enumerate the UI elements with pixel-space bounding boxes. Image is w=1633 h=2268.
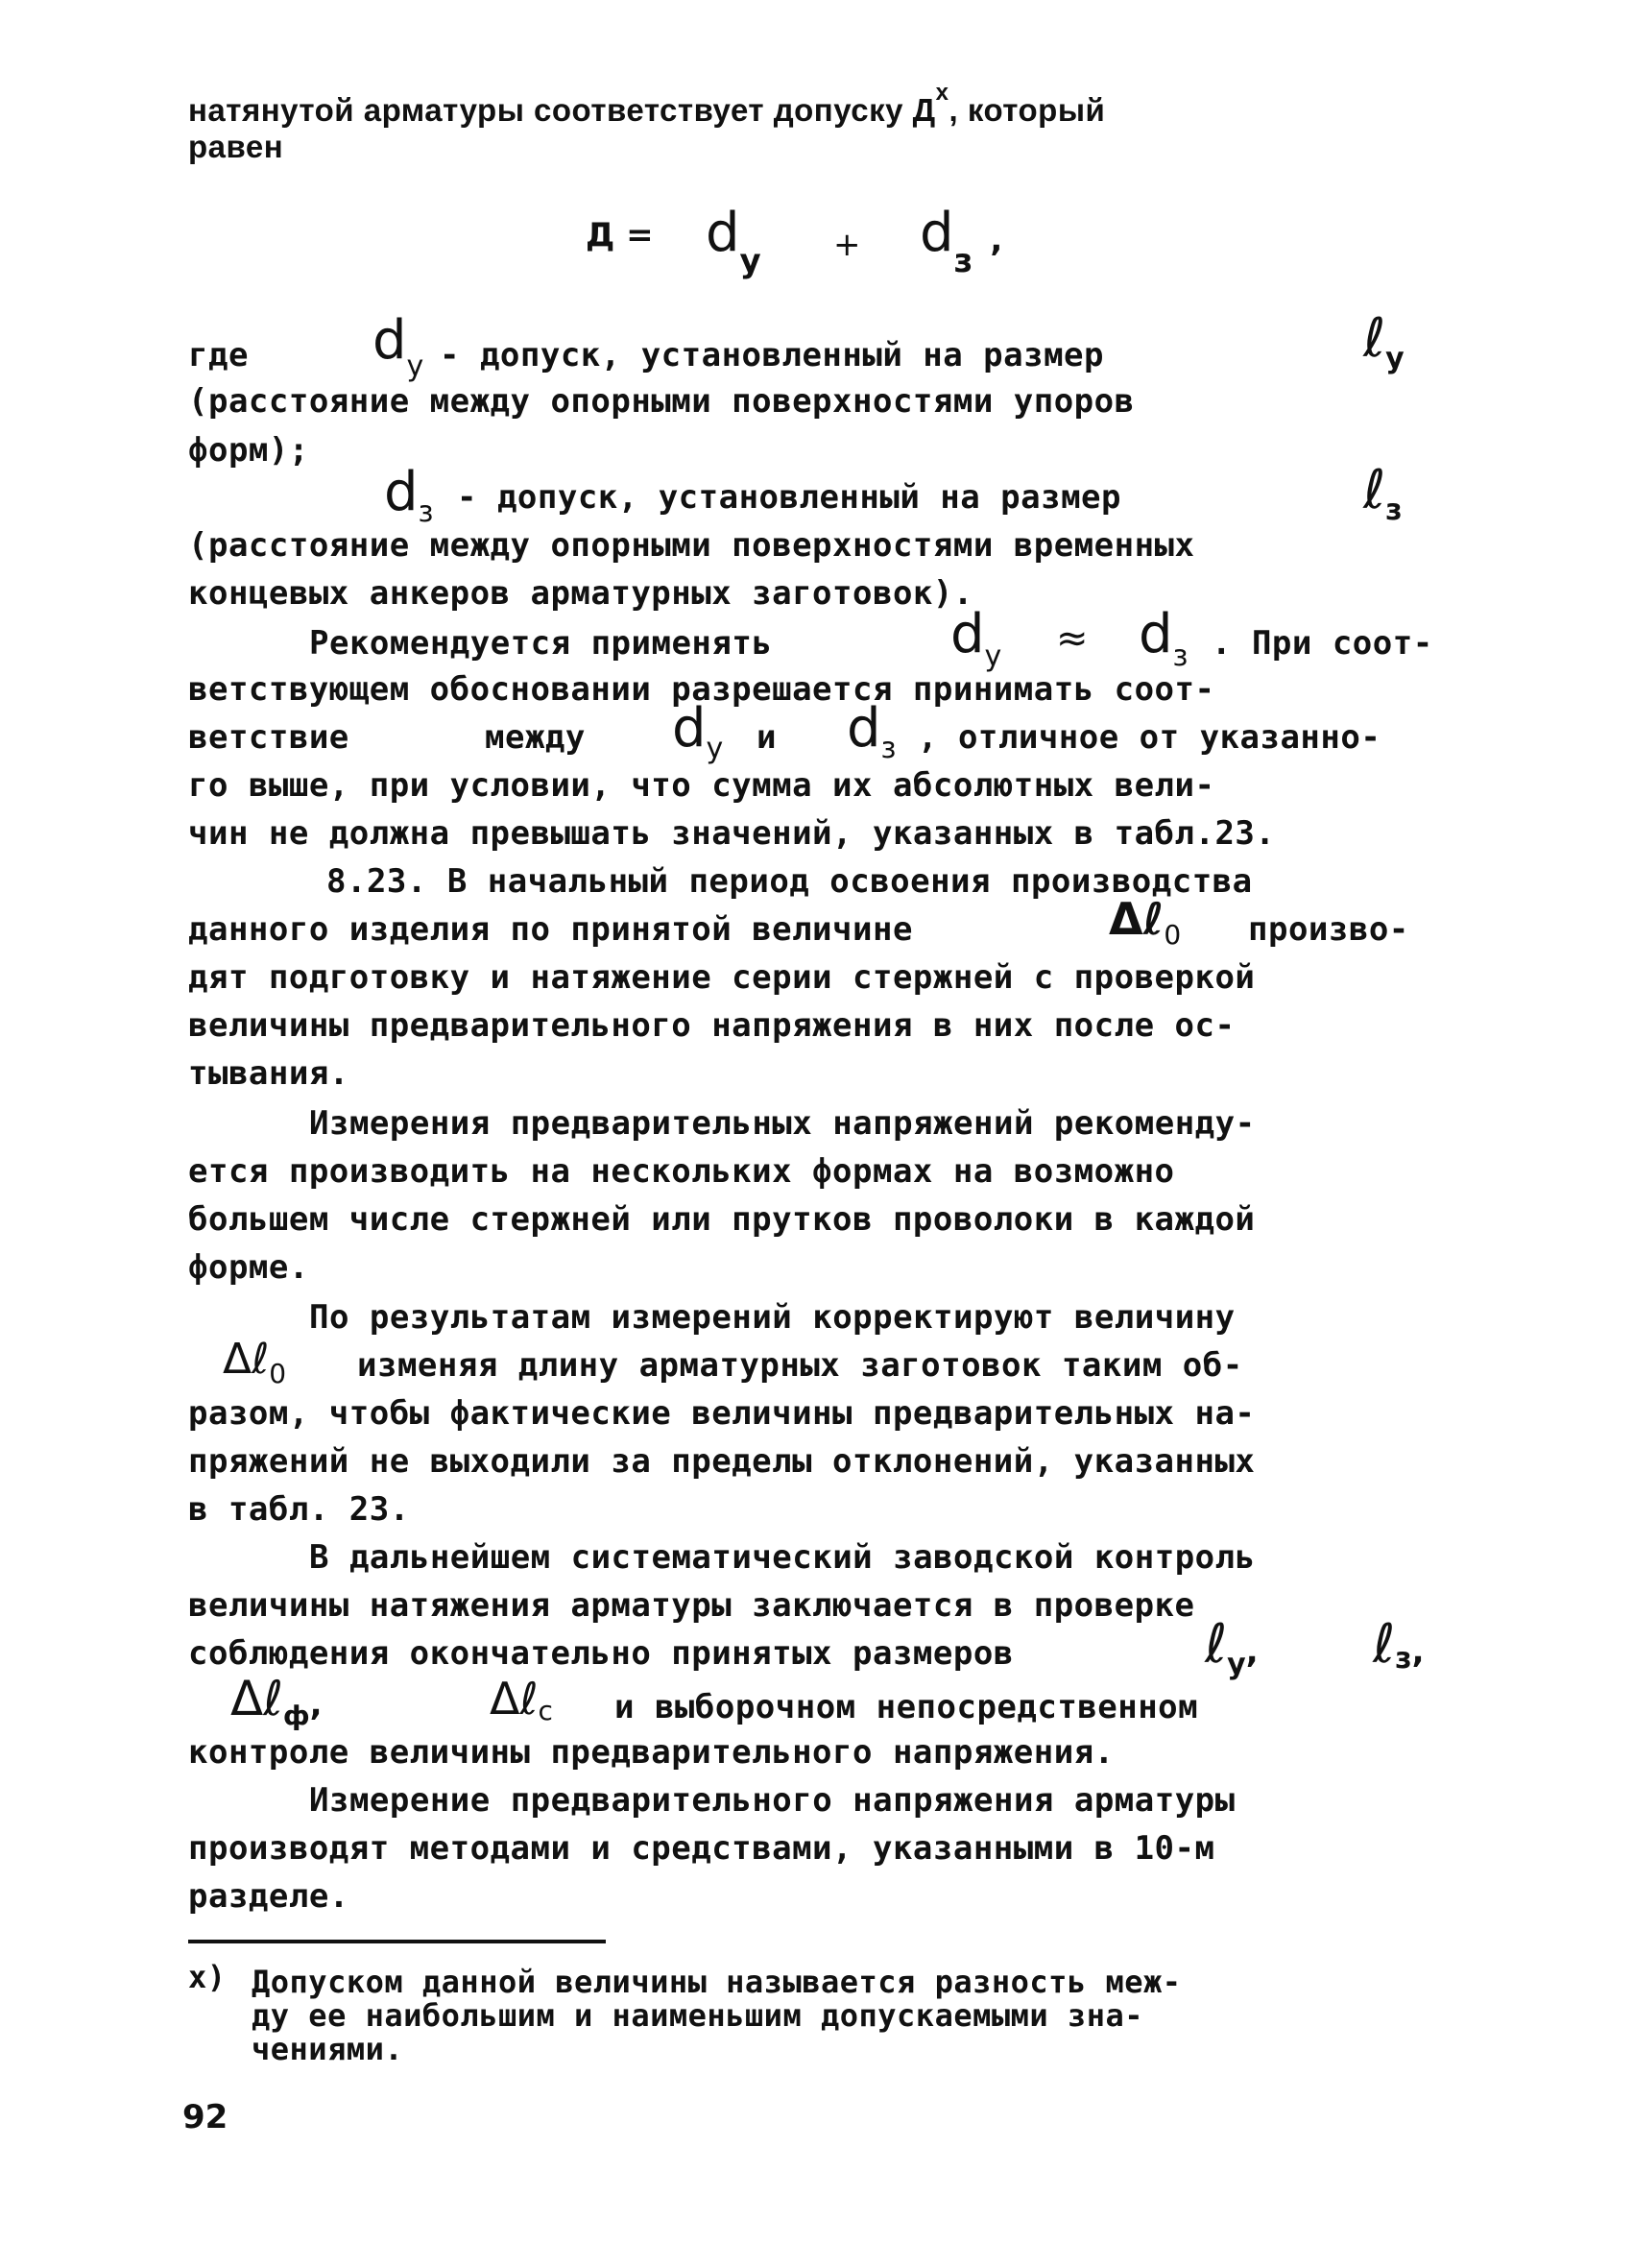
formula-symbol: ℓ xyxy=(1363,459,1386,521)
text-line xyxy=(188,569,973,617)
formula-symbol: d xyxy=(372,309,407,372)
symbol-delta-l0 xyxy=(223,1335,287,1389)
text-line xyxy=(188,1195,1255,1243)
text-segment: разом, чтобы фактические величины предварительных на- xyxy=(188,1394,1256,1433)
text-segment: большем числе стержней или прутков проволоки в каждой xyxy=(188,1200,1256,1239)
formula-subscript: с xyxy=(538,1695,553,1726)
text-segment: где xyxy=(188,336,249,374)
text-segment: произво- xyxy=(1248,910,1409,949)
text-line xyxy=(188,521,1195,569)
text-line xyxy=(309,1099,1256,1147)
formula-symbol: d xyxy=(672,697,707,760)
text-line xyxy=(188,426,309,474)
text-segment: го выше, при условии, что сумма их абсолютных вели- xyxy=(188,766,1215,805)
text-line xyxy=(614,1683,1198,1731)
text-line xyxy=(485,713,586,761)
formula-subscript: з xyxy=(1395,1642,1412,1676)
text-line xyxy=(1212,619,1433,667)
text-line xyxy=(188,1050,349,1098)
text-segment: Измерение предварительного напряжения арматуры xyxy=(309,1781,1236,1820)
text-line xyxy=(188,377,1135,425)
symbol-dy xyxy=(372,309,424,383)
text-segment: - допуск, установленный на размер xyxy=(457,478,1122,517)
text-segment: форм); xyxy=(188,431,309,470)
symbol-dz xyxy=(1139,603,1189,673)
formula-symbol: d xyxy=(706,202,740,264)
text-line xyxy=(440,331,1104,379)
formula-symbol: , xyxy=(1245,1632,1259,1671)
text-segment: ется производить на нескольких формах на возможно xyxy=(188,1152,1175,1191)
text-line xyxy=(188,1389,1255,1437)
text-line xyxy=(918,713,1381,761)
formula-subscript: у xyxy=(1385,342,1405,375)
text-segment: В дальнейшем систематический заводской контроль xyxy=(309,1538,1256,1577)
text-line xyxy=(188,1485,410,1533)
formula-subscript: з xyxy=(1172,639,1189,673)
text-line xyxy=(1248,905,1409,953)
formula-symbol: Δℓ xyxy=(223,1335,270,1384)
text-segment: соблюдения окончательно принятых размеров xyxy=(188,1634,1014,1673)
text-line xyxy=(188,761,1214,809)
formula-subscript: з xyxy=(953,242,973,280)
text-segment: разделе. xyxy=(188,1877,349,1916)
text-line xyxy=(188,80,1106,134)
text-line xyxy=(188,1581,1195,1629)
formula-subscript: у xyxy=(739,242,761,280)
text-line xyxy=(188,1728,1115,1776)
text-segment: (расстояние между опорными поверхностями временных xyxy=(188,526,1195,565)
footnote-rule xyxy=(188,1940,606,1943)
formula-subscript: 0 xyxy=(269,1358,287,1389)
symbol-lz xyxy=(1373,1613,1425,1676)
text-segment: производят методами и средствами, указанными в 10-м xyxy=(188,1829,1215,1868)
text-segment: Измерения предварительных напряжений рекоменду- xyxy=(309,1104,1256,1143)
formula-plus xyxy=(833,226,861,264)
text-segment: величины предварительного напряжения в них после ос- xyxy=(188,1006,1236,1045)
formula-symbol: ℓ xyxy=(1363,307,1386,370)
formula-symbol: d xyxy=(920,202,954,264)
formula-symbol: Δℓ xyxy=(1109,893,1165,945)
formula-symbol: Δℓ xyxy=(490,1673,539,1725)
text-line xyxy=(357,1341,1243,1389)
formula-lhs xyxy=(586,216,654,254)
text-segment: х) xyxy=(188,1959,227,1995)
formula-subscript: ф xyxy=(282,1700,310,1731)
text-segment: - допуск, установленный на размер xyxy=(440,336,1105,374)
symbol-dy xyxy=(672,697,724,765)
formula-subscript: з xyxy=(880,732,897,765)
text-line xyxy=(309,1533,1256,1581)
text-line xyxy=(188,809,1275,857)
text-line xyxy=(309,1776,1236,1824)
text-segment: между xyxy=(485,718,586,757)
text-line xyxy=(188,1824,1214,1872)
text-segment: тывания. xyxy=(188,1054,349,1093)
footnote-line xyxy=(252,1964,1182,2000)
formula-subscript: 0 xyxy=(1164,919,1182,951)
text-segment: (расстояние между опорными поверхностями упоров xyxy=(188,382,1135,421)
text-segment: концевых анкеров арматурных заготовок). xyxy=(188,574,973,613)
text-segment: натянутой арматуры соответствует допуску Д xyxy=(188,92,936,128)
page-number: 92 xyxy=(182,2098,228,2136)
formula-symbol: , xyxy=(990,221,1003,259)
text-segment: чин не должна превышать значений, указанных в табл.23. xyxy=(188,814,1276,853)
text-line xyxy=(188,123,283,171)
text-segment: чениями. xyxy=(252,2031,404,2067)
text-line xyxy=(188,713,349,761)
footnote-line xyxy=(252,1997,1143,2034)
formula-subscript: у xyxy=(984,639,1002,673)
symbol-lz xyxy=(1363,459,1403,527)
formula-symbol: , xyxy=(1411,1632,1425,1671)
formula-symbol: d xyxy=(950,603,985,665)
text-segment: изменяя длину арматурных заготовок таким об- xyxy=(357,1346,1243,1385)
formula-symbol: d xyxy=(384,461,419,523)
text-line xyxy=(188,905,913,953)
formula-symbol: ≈ xyxy=(1056,616,1089,661)
text-segment: ветствие xyxy=(188,718,349,757)
text-segment: пряжений не выходили за пределы отклонений, указанных xyxy=(188,1442,1256,1481)
formula-term-dy xyxy=(706,202,761,280)
text-segment: По результатам измерений корректируют величину xyxy=(309,1298,1236,1337)
formula-symbol: Δℓ xyxy=(230,1671,283,1726)
text-segment: , отличное от указанно- xyxy=(918,718,1381,757)
text-segment: и выборочном непосредственном xyxy=(614,1688,1199,1726)
symbol-dz xyxy=(384,461,434,529)
formula-term-dz xyxy=(920,202,1003,280)
formula-symbol: Д = xyxy=(586,216,654,254)
footnote-marker: х xyxy=(935,80,949,106)
formula-symbol: ℓ xyxy=(1373,1613,1396,1676)
symbol-delta-lf xyxy=(230,1671,323,1731)
text-line xyxy=(188,1001,1235,1050)
text-line xyxy=(188,953,1255,1001)
text-line xyxy=(188,1872,349,1920)
text-line xyxy=(756,713,777,761)
formula-symbol: d xyxy=(847,697,881,760)
symbol-dz xyxy=(847,697,897,765)
text-segment: величины натяжения арматуры заключается в проверке xyxy=(188,1586,1195,1625)
text-segment: в табл. 23. xyxy=(188,1490,410,1529)
text-line xyxy=(457,473,1121,521)
text-segment: Допуском данной величины называется разность меж- xyxy=(252,1964,1182,2000)
approx-symbol xyxy=(1056,616,1089,661)
text-segment: дят подготовку и натяжение серии стержней с проверкой xyxy=(188,958,1256,997)
text-segment: ду ее наибольшим и наименьшим допускаемыми зна- xyxy=(252,1997,1143,2034)
formula-subscript: у xyxy=(706,732,724,765)
symbol-delta-lc xyxy=(490,1673,553,1725)
symbol-ly xyxy=(1363,307,1405,375)
text-line xyxy=(188,1437,1255,1485)
symbol-delta-l0 xyxy=(1109,893,1182,951)
text-segment: контроле величины предварительного напряжения. xyxy=(188,1733,1115,1772)
symbol-dy xyxy=(950,603,1002,673)
formula-symbol: d xyxy=(1139,603,1173,665)
formula-symbol: , xyxy=(309,1685,323,1724)
formula-subscript: у xyxy=(1227,1648,1246,1681)
text-segment: равен xyxy=(188,129,284,164)
text-segment: и xyxy=(756,718,777,757)
text-line xyxy=(309,619,772,667)
formula-subscript: у xyxy=(406,350,424,383)
text-segment: ветствующем обосновании разрешается принимать соот- xyxy=(188,670,1215,709)
text-line xyxy=(188,1243,309,1291)
text-segment: данного изделия по принятой величине xyxy=(188,910,913,949)
formula-subscript: з xyxy=(418,495,434,529)
text-segment: форме. xyxy=(188,1248,309,1287)
symbol-ly xyxy=(1205,1613,1259,1681)
text-line xyxy=(188,331,249,379)
formula-symbol: ℓ xyxy=(1205,1613,1228,1676)
formula-subscript: з xyxy=(1385,494,1403,527)
footnote-marker xyxy=(188,1959,227,1995)
text-segment: 8.23. В начальный период освоения производства xyxy=(326,862,1253,901)
text-segment: , который xyxy=(949,92,1106,128)
text-line xyxy=(188,1147,1175,1195)
text-line xyxy=(309,1293,1236,1341)
formula-symbol: + xyxy=(833,226,861,264)
text-segment: Рекомендуется применять xyxy=(309,624,773,663)
footnote-line xyxy=(252,2031,403,2067)
text-segment: . При соот- xyxy=(1212,624,1433,663)
